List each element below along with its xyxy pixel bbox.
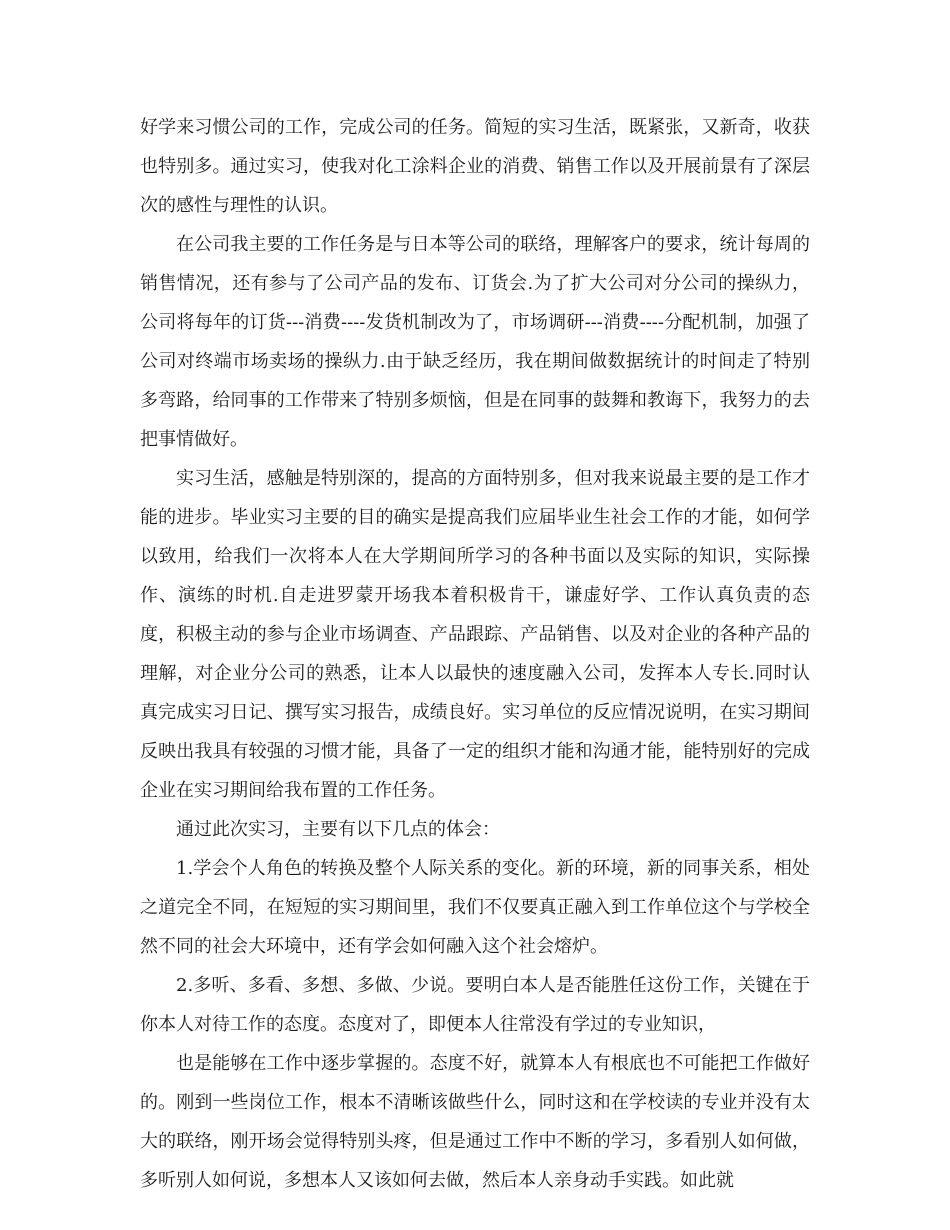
paragraph-3: 实习生活，感触是特别深的，提高的方面特别多，但对我来说最主要的是工作才能的进步。毕业实习主要的目的确实是提高我们应届毕业生社会工作的才能，如何学以致用，给我们一次将本人在大学期间所学习的各种书面以及实际的知识，实际操作、演练的时机.自走进罗蒙开场我本着积极肯干，谦虚好学、工作认真负责的态度，积极主动的参与企业市场调查、产品跟踪、产品销售、以及对企业的各种产品的理解，对企业分公司的熟悉，让本人以最快的速度融入公司，发挥本人专长.同时认真完成实习日记、撰写实习报告，成绩良好。实习单位的反应情况说明，在实习期间反映出我具有较强的习惯才能，具备了一定的组织才能和沟通才能，能特别好的完成企业在实习期间给我布置的工作任务。 [140,468,810,801]
paragraph-5: 1.学会个人角色的转换及整个人际关系的变化。新的环境，新的同事关系，相处之道完全不同，在短短的实习期间里，我们不仅要真正融入到工作单位这个与学校全然不同的社会大环境中，还有学会如何融入这个社会熔炉。 [140,858,810,957]
document-body [140,108,810,1200]
paragraph-7: 也是能够在工作中逐步掌握的。态度不好，就算本人有根底也不可能把工作做好的。刚到一些岗位工作，根本不清晰该做些什么，同时这和在学校读的专业并没有太大的联络，刚开场会觉得特别头疼，但是通过工作中不断的学习，多看别人如何做，多听别人如何说，多想本人又该如何去做，然后本人亲身动手实践。如此就 [140,1053,810,1191]
paragraph-4: 通过此次实习，主要有以下几点的体会： [176,819,500,840]
paragraph-6: 2.多听、多看、多想、多做、少说。要明白本人是否能胜任这份工作，关键在于你本人对待工作的态度。态度对了，即便本人往常没有学过的专业知识， [140,975,810,1035]
paragraph-1: 好学来习惯公司的工作，完成公司的任务。简短的实习生活，既紧张，又新奇，收获也特别多。通过实习，使我对化工涂料企业的消费、销售工作以及开展前景有了深层次的感性与理性的认识。 [140,117,810,216]
paragraph-2: 在公司我主要的工作任务是与日本等公司的联络，理解客户的要求，统计每周的销售情况，还有参与了公司产品的发布、订货会.为了扩大公司对分公司的操纵力，公司将每年的订货---消费----发货机制改为了，市场调研---消费----分配机制，加强了公司对终端市场卖场的操纵力.由于缺乏经历，我在期间做数据统计的时间走了特别多弯路，给同事的工作带来了特别多烦恼，但是在同事的鼓舞和教诲下，我努力的去把事情做好。 [140,234,810,450]
